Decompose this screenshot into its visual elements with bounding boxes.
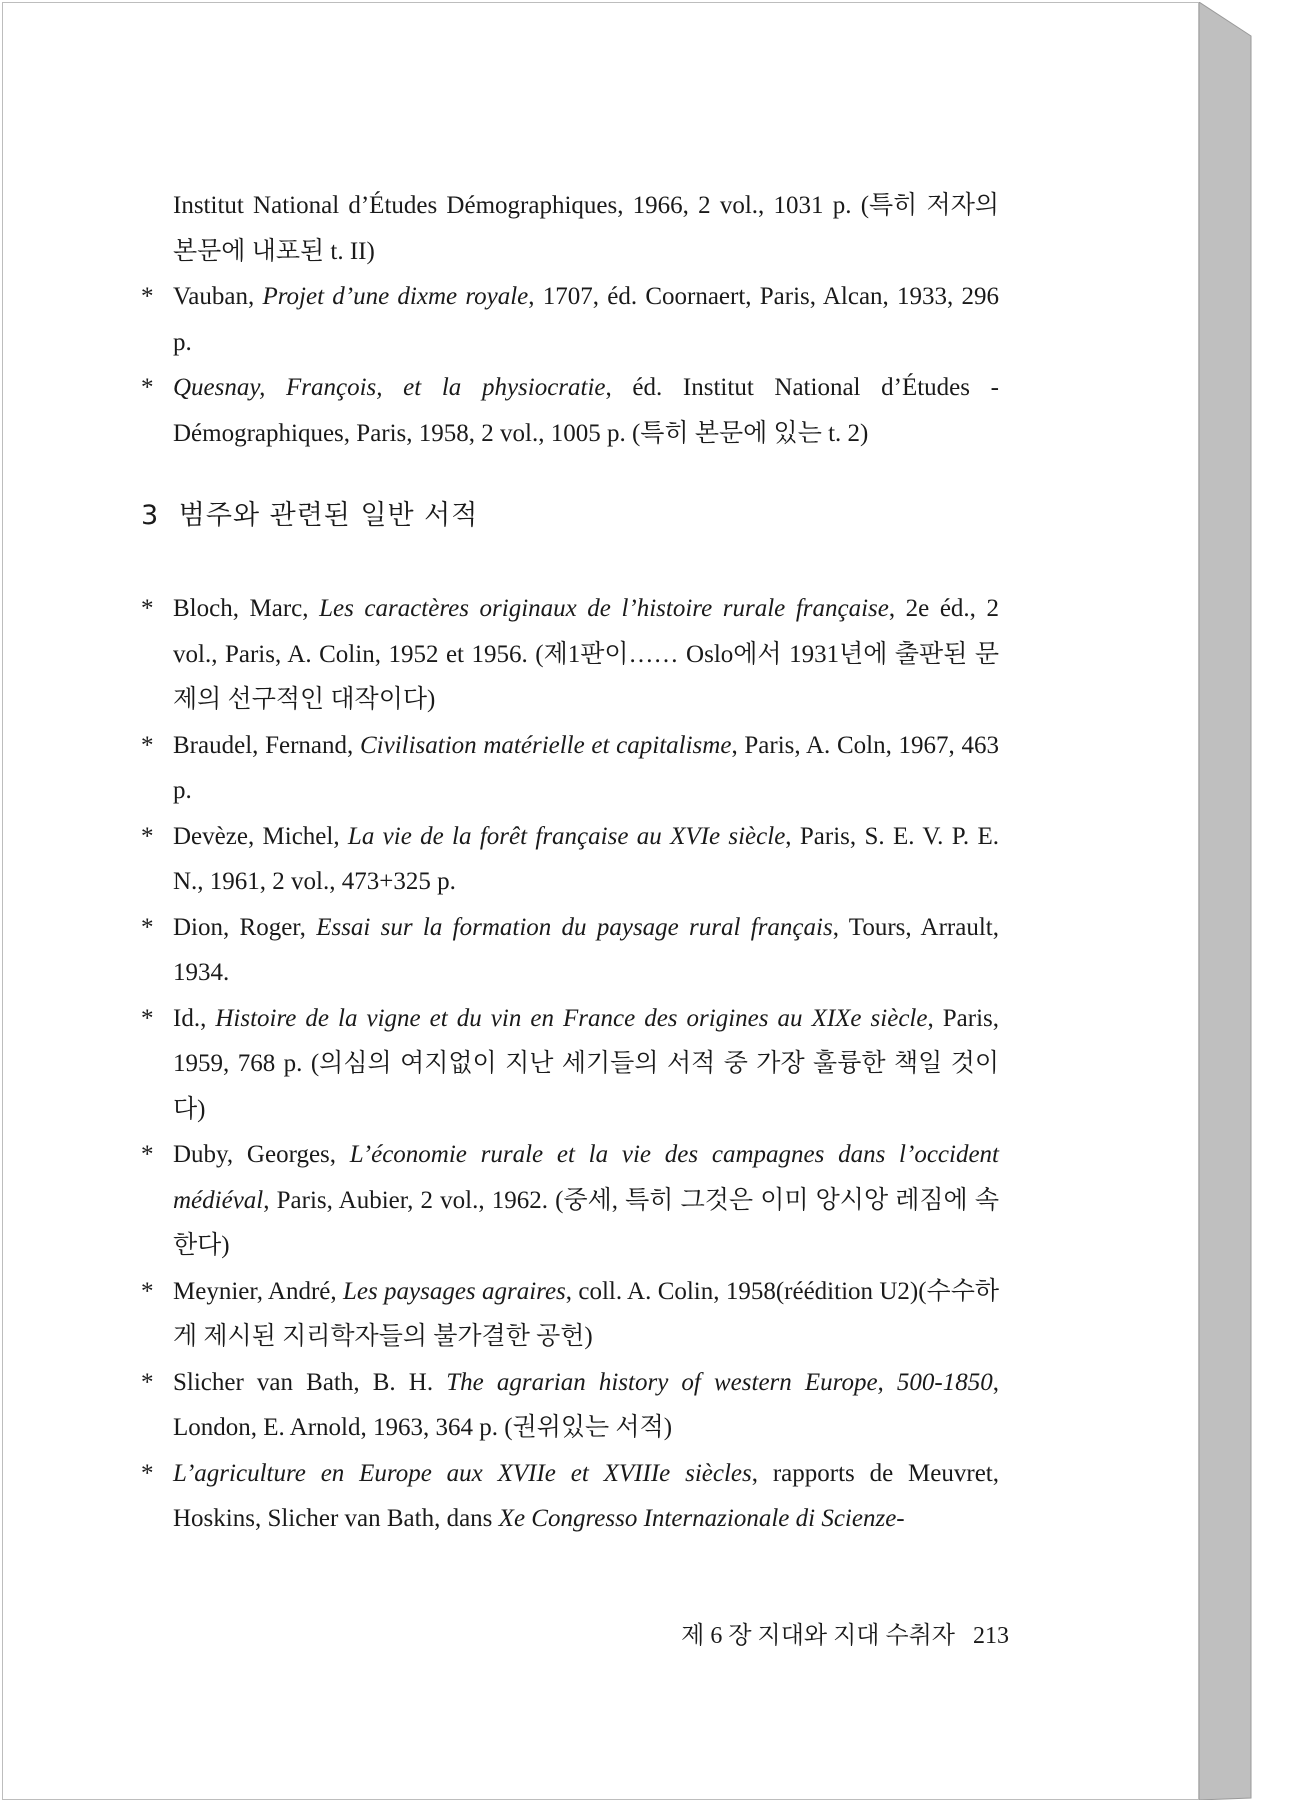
bibliography-entry [141,996,999,1133]
running-chapter-title: 제 6 장 지대와 지대 수취자 [681,1623,955,1649]
page-footer [563,1615,1009,1650]
entry-title-italic: Essai sur la formation du paysage rural français [316,913,833,941]
entry-text: , éd. Institut National d’Études -Démographiques, Paris, 1958, 2 vol., 1005 p. (특히 본문에 있는 t. 2) [173,374,999,447]
entry-title-italic: L’agriculture en Europe aux XVIIe et XVIIIe siècles [173,1459,752,1487]
bibliography-list-before [141,183,999,456]
entry-text: , rapports de Meuvret, Hoskins, Slicher van Bath, dans [173,1459,999,1532]
section-heading [141,496,999,536]
asterisk-marker: * [141,731,154,759]
bibliography-entry [141,274,999,365]
section-title: 범주와 관련된 일반 서적 [178,500,479,531]
bibliography-entry [141,1360,999,1451]
page-content [141,183,999,1542]
bibliography-entry [141,365,999,456]
entry-title-italic: Les paysages agraires [342,1277,566,1305]
entry-title-italic: Xe Congresso Internazionale di Scienze- [498,1505,905,1532]
entry-title-italic: Quesnay, François, et la physiocratie [173,374,606,401]
book-page [2,2,1199,1800]
asterisk-marker: * [141,374,154,401]
bibliography-entry [141,905,999,996]
entry-text: Vauban, [173,283,263,310]
page-stack-edge [1199,2,1255,1800]
bibliography-entry [141,723,999,814]
entry-text: Devèze, Michel, [173,822,348,850]
entry-text: Braudel, Fernand, [173,731,360,759]
bibliography-entry [141,1132,999,1269]
asterisk-marker: * [141,1004,154,1032]
entry-title-italic: L’économie rurale et la vie des campagnes dans l’occident médiéval [173,1141,1000,1214]
asterisk-marker: * [141,1459,154,1487]
entry-text: , Paris, 1959, 768 p. (의심의 여지없이 지난 세기들의 서적 중 가장 훌륭한 책일 것이다) [173,1004,999,1123]
entry-text: Duby, Georges, [173,1141,350,1168]
asterisk-marker: * [141,595,154,622]
page-number: 213 [973,1623,1009,1649]
entry-text: , Paris, A. Coln, 1967, 463 p. [173,731,1000,804]
section-number: 3 [141,500,160,531]
entry-title-italic: The agrarian history of western Europe, 500-1850 [446,1368,993,1396]
entry-title-italic: Civilisation matérielle et capitalisme [359,731,732,759]
entry-text: , London, E. Arnold, 1963, 364 p. (권위있는 서적) [173,1368,1000,1441]
asterisk-marker: * [141,1277,154,1305]
bibliography-entry [141,814,999,905]
entry-title-italic: Histoire de la vigne et du vin en France des origines au XIXe siècle [215,1004,928,1032]
bibliography-entry [141,1451,999,1542]
asterisk-marker: * [141,913,154,941]
entry-text: Meynier, André, [173,1277,343,1305]
entry-text: , 1707, éd. Coornaert, Paris, Alcan, 1933, 296 p. [173,283,1000,356]
bibliography-entry [141,183,999,274]
bibliography-entry [141,1269,999,1360]
entry-text: , Paris, S. E. V. P. E. N., 1961, 2 vol., 473+325 p. [173,822,999,895]
asterisk-marker: * [141,283,154,310]
entry-text: Dion, Roger, [173,913,317,941]
entry-text: Institut National d’Études Démographiques, 1966, 2 vol., 1031 p. (특히 저자의 본문에 내포된 t. II) [173,192,999,265]
bibliography-entry [141,586,999,723]
entry-text: , Paris, Aubier, 2 vol., 1962. (중세, 특히 그것은 이미 앙시앙 레짐에 속한다) [173,1186,999,1259]
entry-text: , Tours, Arrault, 1934. [173,913,999,986]
entry-text: Bloch, Marc, [173,595,320,622]
asterisk-marker: * [141,822,154,850]
asterisk-marker: * [141,1368,154,1396]
entry-text: Id., [173,1004,216,1032]
entry-title-italic: Projet d’une dixme royale [262,283,529,310]
entry-text: , 2e éd., 2 vol., Paris, A. Colin, 1952 et 1956. (제1판이…… Oslo에서 1931년에 출판된 문제의 선구적인 대작이다) [173,595,999,713]
entry-title-italic: La vie de la forêt française au XVIe siècle [347,822,786,850]
entry-title-italic: Les caractères originaux de l’histoire rurale française [319,595,889,622]
entry-text: , coll. A. Colin, 1958(réédition U2)(수수하게 제시된 지리학자들의 불가결한 공헌) [173,1277,999,1350]
bibliography-list-after [141,586,999,1542]
asterisk-marker: * [141,1141,154,1168]
entry-text: Slicher van Bath, B. H. [173,1368,447,1396]
